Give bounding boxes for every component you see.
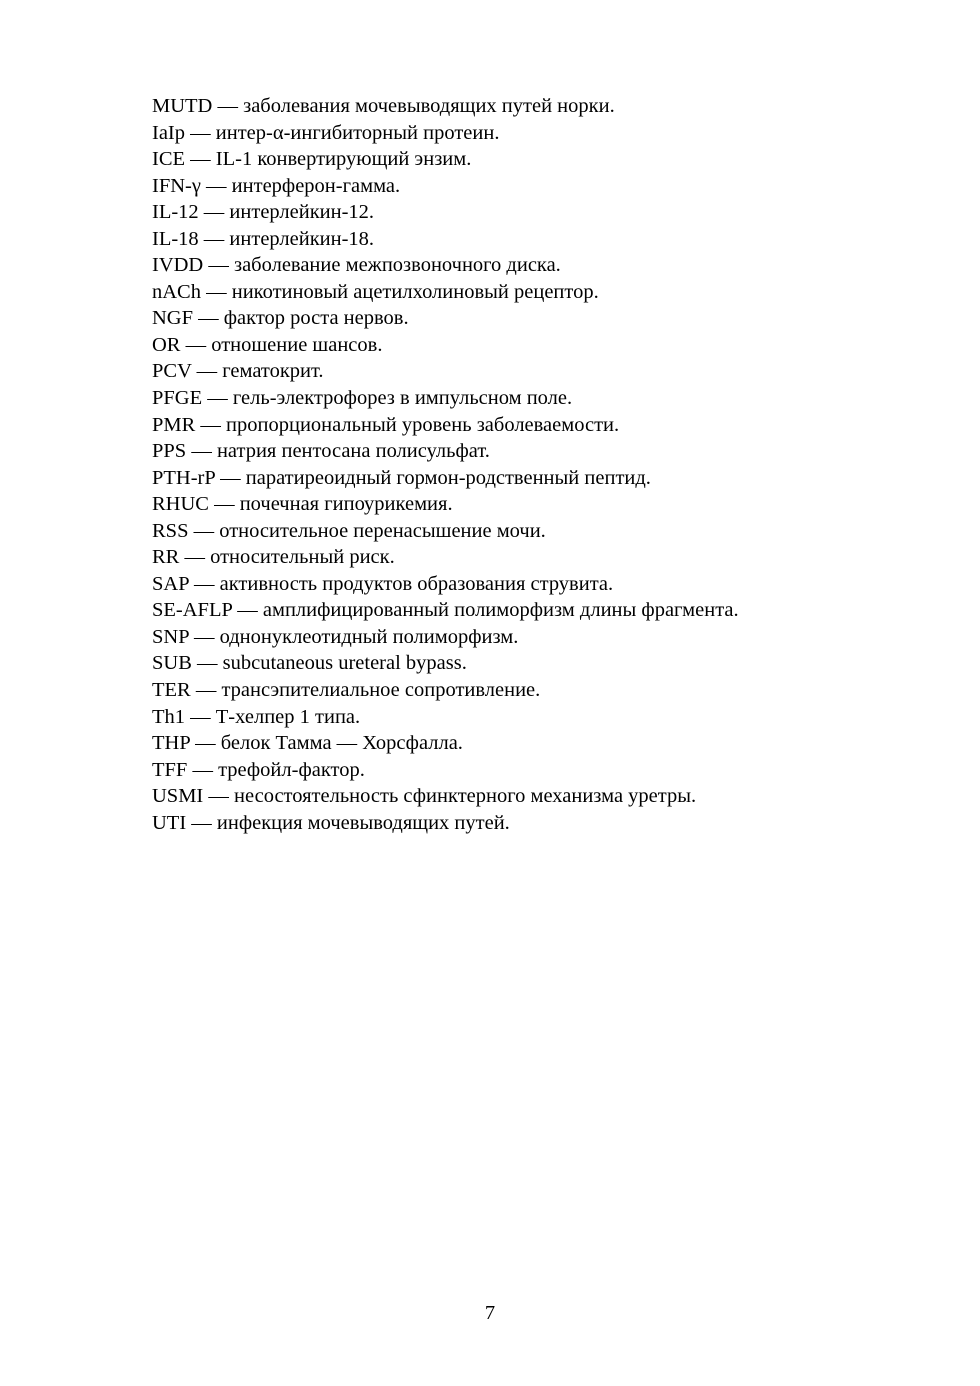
abbreviation-item: PPS — натрия пентосана полисульфат. (152, 440, 490, 463)
abbreviation-item: SNP — однонуклеотидный полиморфизм. (152, 625, 519, 648)
abbreviation-item: TFF — трефойл-фактор. (152, 758, 365, 781)
abbreviation-item: THP — белок Тамма — Хорсфалла. (152, 732, 463, 755)
page-number: 7 (484, 1302, 496, 1324)
abbreviation-item: IVDD — заболевание межпозвоночного диска. (152, 254, 561, 277)
abbreviation-item: OR — отношение шансов. (152, 333, 383, 356)
abbreviation-item: IL-18 — интерлейкин-18. (152, 227, 375, 250)
abbreviation-item: PCV — гематокрит. (152, 360, 324, 383)
abbreviation-item: PFGE — гель-электрофорез в импульсном поле. (152, 387, 573, 410)
abbreviation-item: UTI — инфекция мочевыводящих путей. (152, 811, 510, 834)
abbreviation-item: PTH-rP — паратиреоидный гормон-родственный пептид. (152, 466, 651, 489)
abbreviation-item: IFN-γ — интерферон-гамма. (152, 174, 401, 197)
abbreviation-item: nACh — никотиновый ацетилхолиновый рецептор. (152, 280, 599, 303)
abbreviation-item: TER — трансэпителиальное сопротивление. (152, 679, 541, 702)
abbreviation-item: SE-AFLP — амплифицированный полиморфизм длины фрагмента. (152, 599, 739, 622)
abbreviation-item: USMI — несостоятельность сфинктерного механизма уретры. (152, 785, 697, 808)
abbreviation-item: SUB — subcutaneous ureteral bypass. (152, 652, 467, 675)
abbreviation-item: IL-12 — интерлейкин-12. (152, 201, 375, 224)
abbreviation-item: RSS — относительное перенасышение мочи. (152, 519, 546, 542)
abbreviation-list (152, 93, 912, 836)
abbreviation-item: ICE — IL-1 конвертирующий энзим. (152, 148, 472, 171)
abbreviation-item: NGF — фактор роста нервов. (152, 307, 409, 330)
abbreviation-item: MUTD — заболевания мочевыводящих путей норки. (152, 95, 615, 117)
abbreviation-item: PMR — пропорциональный уровень заболеваемости. (152, 413, 620, 436)
abbreviation-item: Th1 — Т-хелпер 1 типа. (152, 705, 361, 728)
abbreviation-item: SAP — активность продуктов образования струвита. (152, 572, 614, 595)
abbreviation-item: RR — относительный риск. (152, 546, 395, 569)
abbreviation-item: RHUC — почечная гипоурикемия. (152, 493, 453, 516)
abbreviation-item: IaIp — интер-α-ингибиторный протеин. (152, 121, 500, 144)
